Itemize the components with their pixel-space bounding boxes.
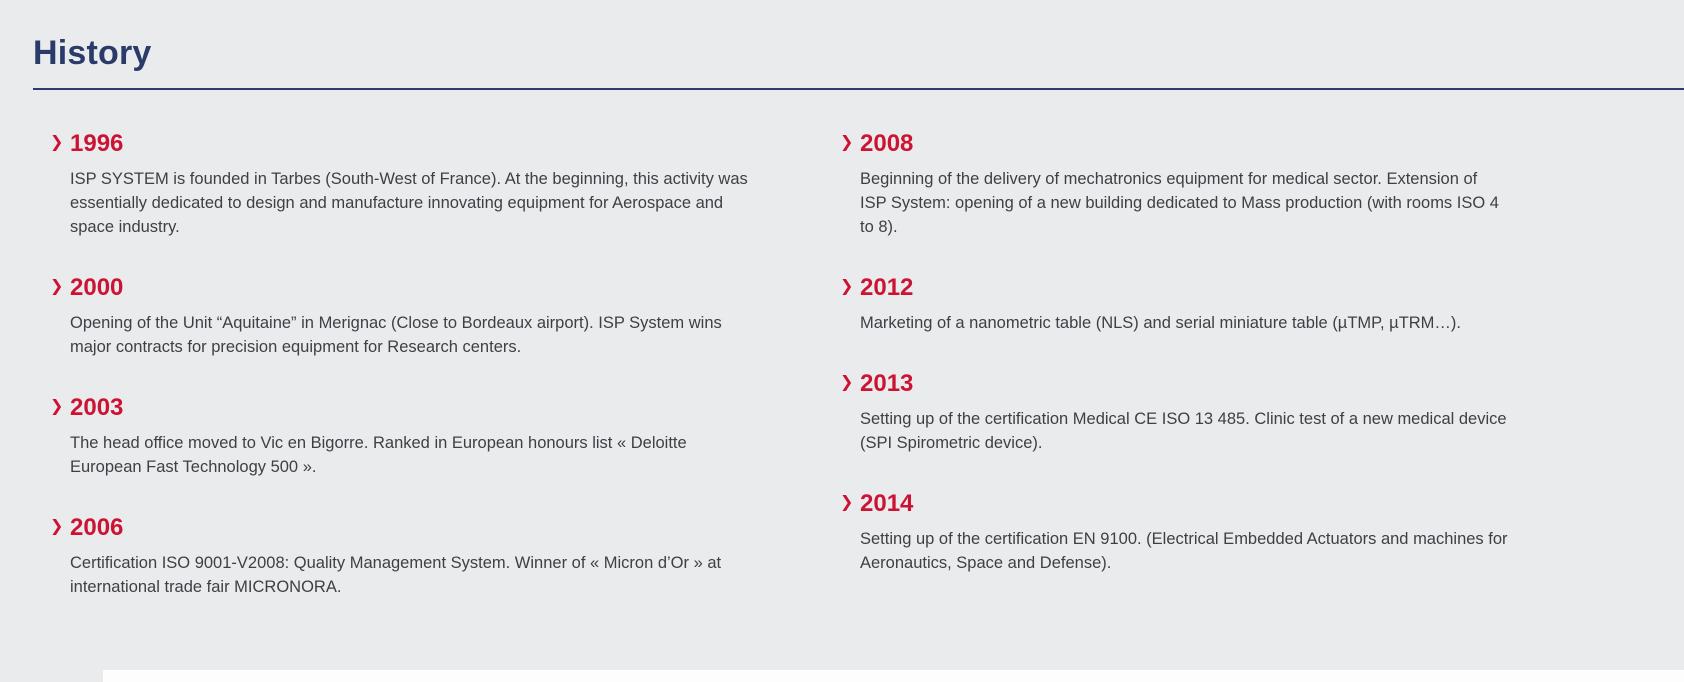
chevron-right-icon: ❯ xyxy=(50,398,64,415)
timeline-description: Beginning of the delivery of mechatronics equipment for medical sector. Extension of ISP System: opening of a new building dedicated to Mass production (with rooms ISO 4 to 8). xyxy=(860,170,1499,236)
timeline-column-left xyxy=(50,132,795,636)
timeline-entry-2008 xyxy=(840,132,1585,239)
timeline-year: 2000 xyxy=(70,274,124,301)
timeline-entry-2003 xyxy=(50,396,795,479)
timeline-entry-1996 xyxy=(50,132,795,239)
chevron-right-icon: ❯ xyxy=(50,134,64,151)
timeline-description: Setting up of the certification Medical CE ISO 13 485. Clinic test of a new medical device (SPI Spirometric device). xyxy=(860,410,1507,452)
timeline-description: The head office moved to Vic en Bigorre. Ranked in European honours list « Deloitte European Fast Technology 500 ». xyxy=(70,434,687,476)
timeline-year: 2014 xyxy=(860,490,914,517)
timeline-description: Setting up of the certification EN 9100. (Electrical Embedded Actuators and machines for Aeronautics, Space and Defense). xyxy=(860,530,1508,572)
timeline-description: ISP SYSTEM is founded in Tarbes (South-West of France). At the beginning, this activity was essentially dedicated to design and manufacture innovating equipment for Aerospace and space industry. xyxy=(70,170,748,236)
title-divider xyxy=(33,88,1684,90)
timeline-year: 2003 xyxy=(70,394,124,421)
chevron-right-icon: ❯ xyxy=(840,278,854,295)
chevron-right-icon: ❯ xyxy=(840,374,854,391)
chevron-right-icon: ❯ xyxy=(50,278,64,295)
timeline-description: Marketing of a nanometric table (NLS) and serial miniature table (µTMP, µTRM…). xyxy=(860,314,1462,332)
timeline-entry-2000 xyxy=(50,276,795,359)
history-timeline xyxy=(0,132,1684,636)
timeline-year: 2013 xyxy=(860,370,914,397)
timeline-year-heading xyxy=(840,130,1585,157)
timeline-entry-2014 xyxy=(840,492,1585,575)
next-section-edge xyxy=(103,670,1684,682)
timeline-entry-2012 xyxy=(840,276,1585,335)
timeline-column-right xyxy=(840,132,1585,636)
timeline-year-heading xyxy=(50,130,795,157)
page-title: History xyxy=(33,34,152,72)
timeline-entry-2006 xyxy=(50,516,795,599)
timeline-year-heading xyxy=(840,370,1585,397)
timeline-year: 2006 xyxy=(70,514,124,541)
timeline-year-heading xyxy=(840,274,1585,301)
timeline-year-heading xyxy=(50,514,795,541)
timeline-year-heading xyxy=(50,394,795,421)
chevron-right-icon: ❯ xyxy=(840,494,854,511)
chevron-right-icon: ❯ xyxy=(840,134,854,151)
timeline-description: Certification ISO 9001-V2008: Quality Management System. Winner of « Micron d’Or » at international trade fair MICRONORA. xyxy=(70,554,722,596)
chevron-right-icon: ❯ xyxy=(50,518,64,535)
timeline-entry-2013 xyxy=(840,372,1585,455)
timeline-year-heading xyxy=(50,274,795,301)
timeline-year: 2012 xyxy=(860,274,914,301)
section-header xyxy=(0,0,1684,73)
timeline-description: Opening of the Unit “Aquitaine” in Merignac (Close to Bordeaux airport). ISP System wins major contracts for precision equipment for Research centers. xyxy=(70,314,722,356)
timeline-year: 2008 xyxy=(860,130,914,157)
timeline-year-heading xyxy=(840,490,1585,517)
timeline-year: 1996 xyxy=(70,130,124,157)
